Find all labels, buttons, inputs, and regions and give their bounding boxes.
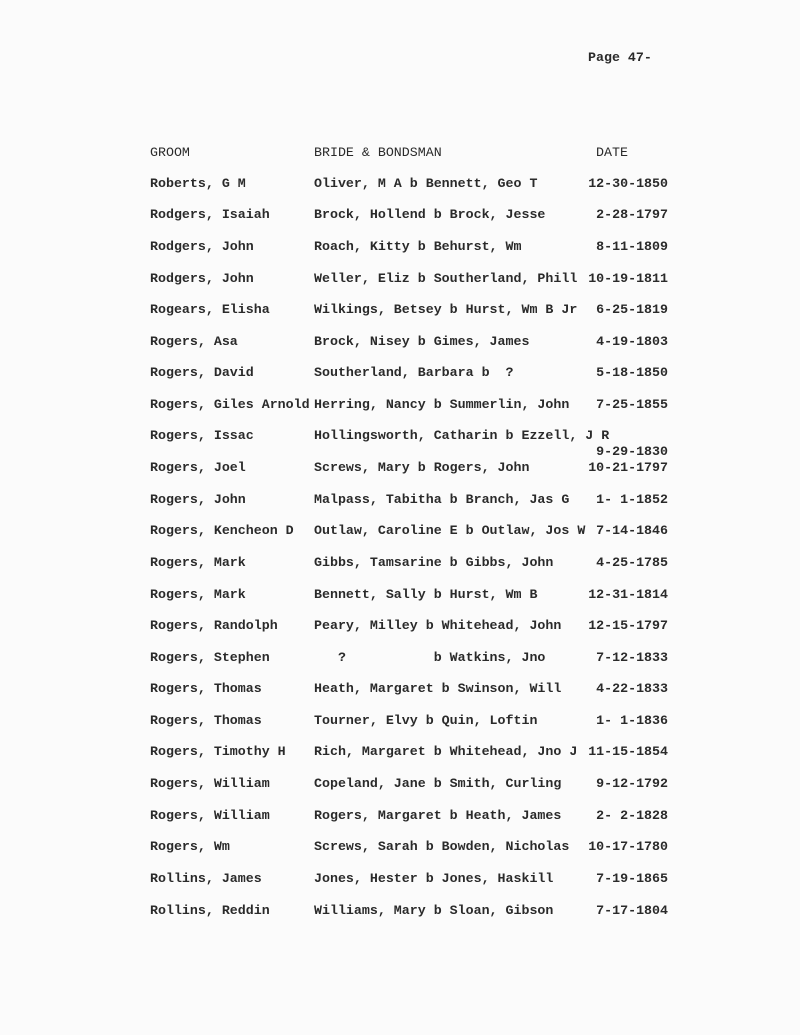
groom-name: Rogers, David	[150, 365, 254, 380]
groom-name: Rollins, James	[150, 871, 262, 886]
groom-name: Rogers, Giles Arnold	[150, 397, 310, 412]
bride-bondsman: Heath, Margaret b Swinson, Will	[314, 681, 562, 696]
marriage-date: 11-15-1854	[588, 744, 668, 759]
marriage-date: 7-14-1846	[596, 523, 668, 538]
bride-bondsman: Rich, Margaret b Whitehead, Jno J	[314, 744, 578, 759]
bride-bondsman: Weller, Eliz b Southerland, Phill	[314, 271, 578, 286]
marriage-date: 4-22-1833	[596, 681, 668, 696]
marriage-date: 1- 1-1836	[596, 713, 668, 728]
groom-name: Rodgers, John	[150, 271, 254, 286]
bride-bondsman: Hollingsworth, Catharin b Ezzell, J R	[314, 428, 610, 443]
bride-bondsman: Williams, Mary b Sloan, Gibson	[314, 903, 554, 918]
header-date: DATE	[596, 145, 628, 160]
groom-name: Rollins, Reddin	[150, 903, 270, 918]
bride-bondsman: Brock, Hollend b Brock, Jesse	[314, 207, 546, 222]
marriage-date: 7-25-1855	[596, 397, 668, 412]
bride-bondsman: Copeland, Jane b Smith, Curling	[314, 776, 562, 791]
bride-bondsman: Gibbs, Tamsarine b Gibbs, John	[314, 555, 554, 570]
bride-bondsman: Rogers, Margaret b Heath, James	[314, 808, 562, 823]
bride-bondsman: Roach, Kitty b Behurst, Wm	[314, 239, 522, 254]
marriage-date: 12-30-1850	[588, 176, 668, 191]
groom-name: Rogers, Timothy H	[150, 744, 286, 759]
header-bride-bondsman: BRIDE & BONDSMAN	[314, 145, 442, 160]
bride-bondsman: Screws, Mary b Rogers, John	[314, 460, 530, 475]
groom-name: Rogers, Thomas	[150, 713, 262, 728]
bride-bondsman: Wilkings, Betsey b Hurst, Wm B Jr	[314, 302, 578, 317]
bride-bondsman: Oliver, M A b Bennett, Geo T	[314, 176, 538, 191]
bride-bondsman: Outlaw, Caroline E b Outlaw, Jos W	[314, 523, 586, 538]
groom-name: Rogers, Asa	[150, 334, 238, 349]
marriage-date: 10-19-1811	[588, 271, 668, 286]
marriage-date: 7-12-1833	[596, 650, 668, 665]
groom-name: Rogears, Elisha	[150, 302, 270, 317]
groom-name: Rogers, Joel	[150, 460, 246, 475]
bride-bondsman: Brock, Nisey b Gimes, James	[314, 334, 530, 349]
bride-bondsman: Southerland, Barbara b ?	[314, 365, 514, 380]
groom-name: Rogers, Stephen	[150, 650, 270, 665]
bride-bondsman: ? b Watkins, Jno	[314, 650, 546, 665]
header-groom: GROOM	[150, 145, 190, 160]
groom-name: Rodgers, John	[150, 239, 254, 254]
marriage-date: 9-29-1830	[596, 444, 668, 459]
groom-name: Rogers, John	[150, 492, 246, 507]
bride-bondsman: Herring, Nancy b Summerlin, John	[314, 397, 570, 412]
bride-bondsman: Screws, Sarah b Bowden, Nicholas	[314, 839, 570, 854]
marriage-date: 7-17-1804	[596, 903, 668, 918]
marriage-date: 9-12-1792	[596, 776, 668, 791]
bride-bondsman: Tourner, Elvy b Quin, Loftin	[314, 713, 538, 728]
groom-name: Rogers, Mark	[150, 587, 246, 602]
groom-name: Rogers, Mark	[150, 555, 246, 570]
marriage-date: 5-18-1850	[596, 365, 668, 380]
bride-bondsman: Jones, Hester b Jones, Haskill	[314, 871, 554, 886]
marriage-date: 10-21-1797	[588, 460, 668, 475]
marriage-date: 4-25-1785	[596, 555, 668, 570]
marriage-date: 7-19-1865	[596, 871, 668, 886]
bride-bondsman: Peary, Milley b Whitehead, John	[314, 618, 562, 633]
marriage-date: 2-28-1797	[596, 207, 668, 222]
groom-name: Rogers, William	[150, 776, 270, 791]
groom-name: Rogers, Wm	[150, 839, 230, 854]
groom-name: Rogers, Randolph	[150, 618, 278, 633]
marriage-date: 12-15-1797	[588, 618, 668, 633]
groom-name: Rogers, Issac	[150, 428, 254, 443]
marriage-date: 2- 2-1828	[596, 808, 668, 823]
marriage-date: 8-11-1809	[596, 239, 668, 254]
marriage-date: 10-17-1780	[588, 839, 668, 854]
page-number: Page 47-	[588, 50, 652, 65]
groom-name: Rogers, William	[150, 808, 270, 823]
groom-name: Rogers, Thomas	[150, 681, 262, 696]
marriage-date: 6-25-1819	[596, 302, 668, 317]
bride-bondsman: Malpass, Tabitha b Branch, Jas G	[314, 492, 570, 507]
marriage-date: 12-31-1814	[588, 587, 668, 602]
bride-bondsman: Bennett, Sally b Hurst, Wm B	[314, 587, 538, 602]
groom-name: Rodgers, Isaiah	[150, 207, 270, 222]
groom-name: Rogers, Kencheon D	[150, 523, 294, 538]
marriage-date: 4-19-1803	[596, 334, 668, 349]
groom-name: Roberts, G M	[150, 176, 246, 191]
marriage-date: 1- 1-1852	[596, 492, 668, 507]
